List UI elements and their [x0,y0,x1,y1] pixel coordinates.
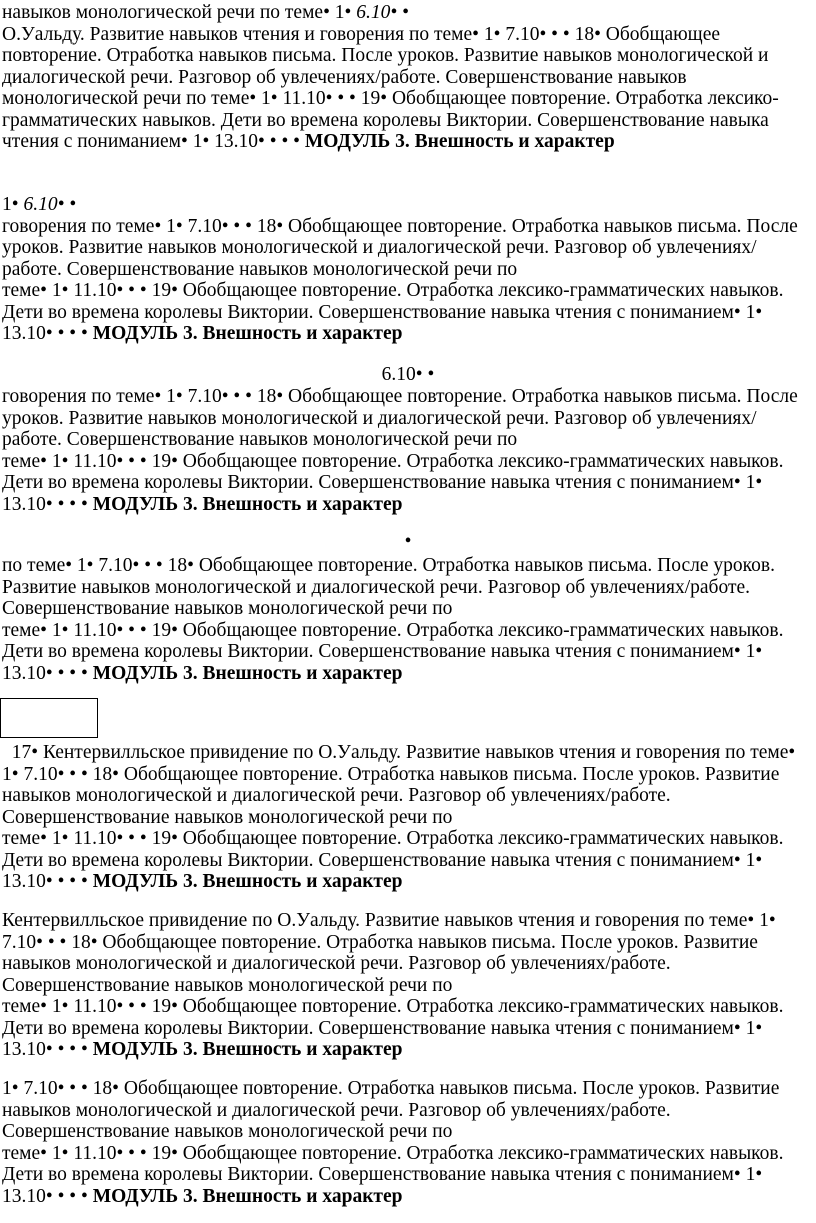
block-1-body: О.Уальду. Развитие навыков чтения и говорения по теме• 1• 7.10• • • 18• Обобщающее повторение. Отработка навыков письма. После уроков. Развитие навыков монологической и диалогической речи. Разговор об увлечениях/работе. Совершенствование навыков монологической речи по теме• 1• 11.10• • • 19• Обобщающее повторение. Отработка лексико-грамматических навыков. Дети во времена королевы Виктории. Совершенствование навыка чтения с пониманием• 1• 13.10• • • • [2,23,779,152]
block-1-intro: навыков монологической речи по теме• 1• [2,2,357,23]
text-block-6 [2,910,814,1061]
text-block-3 [2,386,814,515]
block-2-module-heading: МОДУЛЬ 3. Внешность и характер [92,323,403,344]
block-6-body: Кентервилльское привидение по О.Уальду. Развитие навыков чтения и говорения по теме• 1• 7.10• • • 18• Обобщающее повторение. Отработка навыков письма. После уроков. Развитие навыков монологической и диалогической речи. Разговор об увлечениях/работе. Совершенствование навыков монологической речи по теме• 1• 11.10• • • 19• Обобщающее повторение. Отработка лексико-грамматических навыков. Дети во времена королевы Виктории. Совершенствование навыка чтения с пониманием• 1• 13.10• • • • [2,910,784,1060]
text-block-1 [2,2,814,153]
block-3-body: говорения по теме• 1• 7.10• • • 18• Обобщающее повторение. Отработка навыков письма. После уроков. Развитие навыков монологической и диалогической речи. Разговор об увлечениях/работе. Совершенствование навыков монологической речи по теме• 1• 11.10• • • 19• Обобщающее повторение. Отработка лексико-грамматических навыков. Дети во времена королевы Виктории. Совершенствование навыка чтения с пониманием• 1• 13.10• • • • [2,386,798,515]
block-4-module-heading: МОДУЛЬ 3. Внешность и характер [92,662,403,684]
block-4-body: по теме• 1• 7.10• • • 18• Обобщающее повторение. Отработка навыков письма. После уроков. Развитие навыков монологической и диалогической речи. Разговор об увлечениях/работе. Совершенствование навыков монологической речи по теме• 1• 11.10• • • 19• Обобщающее повторение. Отработка лексико-грамматических навыков. Дети во времена королевы Виктории. Совершенствование навыка чтения с пониманием• 1• 13.10• • • • [2,555,784,684]
block-7-module-heading: МОДУЛЬ 3. Внешность и характер [92,1185,403,1207]
block-2-body: говорения по теме• 1• 7.10• • • 18• Обобщающее повторение. Отработка навыков письма. После уроков. Развитие навыков монологической и диалогической речи. Разговор об увлечениях/работе. Совершенствование навыков монологической речи по теме• 1• 11.10• • • 19• Обобщающее повторение. Отработка лексико-грамматических навыков. Дети во времена королевы Виктории. Совершенствование навыка чтения с пониманием• 1• 13.10• • • • [2,215,798,344]
block-5-body: 17• Кентервилльское привидение по О.Уальду. Развитие навыков чтения и говорения по теме• 1• 7.10• • • 18• Обобщающее повторение. Отработка навыков письма. После уроков. Развитие навыков монологической и диалогической речи. Разговор об увлечениях/работе. Совершенствование навыков монологической речи по теме• 1• 11.10• • • 19• Обобщающее повторение. Отработка лексико-грамматических навыков. Дети во времена королевы Виктории. Совершенствование навыка чтения с пониманием• 1• 13.10• • • • [2,742,796,892]
text-block-5 [2,742,814,893]
block-1-date: 6.10• • [356,2,409,23]
text-block-4 [2,555,814,684]
block-3-centered-date: 6.10• • [381,364,435,385]
text-block-2 [2,194,814,345]
block-2-date: 6.10• • [23,194,77,215]
block-3-module-heading: МОДУЛЬ 3. Внешность и характер [92,493,403,515]
block-1-module-heading: МОДУЛЬ 3. Внешность и характер [304,131,615,152]
block-2-prefix: 1• [2,194,24,215]
empty-box [0,698,98,738]
text-block-7 [2,1078,814,1207]
block-4-bullet: • [404,531,412,552]
block-6-module-heading: МОДУЛЬ 3. Внешность и характер [92,1039,403,1060]
block-5-module-heading: МОДУЛЬ 3. Внешность и характер [92,871,403,892]
block-7-body: 1• 7.10• • • 18• Обобщающее повторение. Отработка навыков письма. После уроков. Развитие навыков монологической и диалогической речи. Разговор об увлечениях/работе. Совершенствование навыков монологической речи по теме• 1• 11.10• • • 19• Обобщающее повторение. Отработка лексико-грамматических навыков. Дети во времена королевы Виктории. Совершенствование навыка чтения с пониманием• 1• 13.10• • • • [2,1078,784,1207]
